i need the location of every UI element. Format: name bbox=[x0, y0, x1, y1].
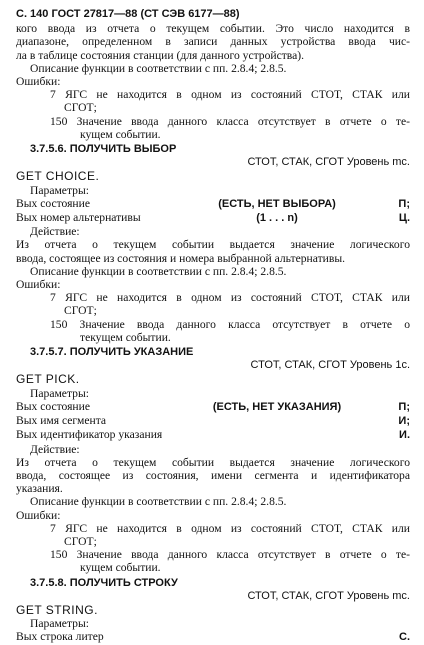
section-level-get-choice: СТОТ, СТАК, СГОТ Уровень mc. bbox=[247, 156, 410, 169]
param-name: Вых состояние bbox=[16, 399, 90, 413]
action-line-1: Из отчета о текущем событии выдается значение логического bbox=[16, 455, 410, 469]
param-type: И. bbox=[399, 429, 410, 442]
param-type: И; bbox=[398, 415, 410, 428]
standard-number: ГОСТ 27817—88 (СТ СЭВ 6177—88) bbox=[51, 8, 240, 20]
param-value: (ЕСТЬ, НЕТ ВЫБОРА) bbox=[218, 197, 336, 210]
error-150-line-2: текущем событии. bbox=[80, 330, 171, 344]
section-level-get-string: СТОТ, СТАК, СГОТ Уровень mc. bbox=[247, 589, 410, 602]
params-label: Параметры: bbox=[30, 617, 89, 631]
command-get-pick: GET PICK. bbox=[16, 372, 80, 387]
action-line-3: указания. bbox=[16, 482, 63, 496]
param-row bbox=[16, 428, 410, 442]
errors-label: Ошибки: bbox=[16, 508, 61, 522]
param-type: П; bbox=[398, 400, 410, 413]
param-row bbox=[16, 630, 410, 644]
error-7-line-2: СГОТ; bbox=[64, 304, 97, 318]
param-type: П; bbox=[398, 197, 410, 210]
error-150 bbox=[16, 318, 410, 344]
param-row bbox=[16, 197, 410, 211]
param-type: С. bbox=[399, 631, 410, 644]
intro-line-1: кого ввода из отчета о текущем событии. Это число находится в bbox=[16, 22, 410, 36]
error-7 bbox=[16, 88, 410, 114]
params-label: Параметры: bbox=[30, 183, 89, 197]
section-level-get-pick: СТОТ, СТАК, СГОТ Уровень 1с. bbox=[250, 359, 410, 372]
error-150-line-1: 150 Значение ввода данного класса отсутствует в отчете о те- bbox=[50, 114, 410, 128]
error-7-line-1: 7 ЯГС не находится в одном из состояний СТОТ, СТАК или bbox=[50, 291, 410, 305]
page-header bbox=[16, 8, 410, 21]
action-label: Действие: bbox=[30, 225, 80, 239]
param-name: Вых имя сегмента bbox=[16, 414, 107, 428]
page-number: С. 140 bbox=[16, 8, 49, 20]
section-heading-get-choice: 3.7.5.6. ПОЛУЧИТЬ ВЫБОР bbox=[30, 143, 177, 156]
action-label: Действие: bbox=[30, 442, 80, 456]
param-name: Вых номер альтернативы bbox=[16, 211, 141, 225]
param-value: (ЕСТЬ, НЕТ УКАЗАНИЯ) bbox=[212, 400, 342, 413]
param-value: (1 . . . n) bbox=[256, 212, 298, 225]
command-get-choice: GET CHOICE. bbox=[16, 169, 100, 184]
error-150-line-1: 150 Значение ввода данного класса отсутствует в отчете о bbox=[50, 317, 410, 331]
intro-line-3: ла в таблице состояния станции (для данного устройства). bbox=[16, 48, 305, 62]
errors-label: Ошибки: bbox=[16, 278, 61, 292]
section-heading-get-string: 3.7.5.8. ПОЛУЧИТЬ СТРОКУ bbox=[30, 576, 178, 589]
params-label: Параметры: bbox=[30, 386, 89, 400]
param-name: Вых идентификатор указания bbox=[16, 428, 163, 442]
action-line-2: ввода, состоящее из состояния и номера выбранной альтернативы. bbox=[16, 251, 346, 265]
desc-ref: Описание функции в соответствии с пп. 2.8.4; 2.8.5. bbox=[30, 495, 287, 509]
error-150-line-2: кущем событии. bbox=[80, 561, 161, 575]
param-row bbox=[16, 211, 410, 225]
section-heading-get-pick: 3.7.5.7. ПОЛУЧИТЬ УКАЗАНИЕ bbox=[30, 346, 194, 359]
action-line-2: ввода, состоящее из состояния, имени сегмента и идентификатора bbox=[16, 468, 410, 482]
error-7 bbox=[16, 522, 410, 548]
errors-label: Ошибки: bbox=[16, 75, 61, 89]
error-7-line-2: СГОТ; bbox=[64, 101, 97, 115]
error-150-line-1: 150 Значение ввода данного класса отсутствует в отчете о те- bbox=[50, 548, 410, 562]
param-type: Ц. bbox=[398, 212, 410, 225]
command-get-string: GET STRING. bbox=[16, 602, 98, 617]
error-7-line-1: 7 ЯГС не находится в одном из состояний СТОТ, СТАК или bbox=[50, 88, 410, 102]
desc-ref: Описание функции в соответствии с пп. 2.8.4; 2.8.5. bbox=[30, 264, 287, 278]
error-7-line-2: СГОТ; bbox=[64, 534, 97, 548]
intro-line-2: диапазоне, определенном в записи данных устройства ввода чис- bbox=[16, 35, 410, 49]
param-row bbox=[16, 400, 410, 414]
action-line-1: Из отчета о текущем событии выдается значение логического bbox=[16, 238, 410, 252]
error-7 bbox=[16, 291, 410, 317]
param-name: Вых состояние bbox=[16, 196, 90, 210]
error-150 bbox=[16, 548, 410, 574]
error-7-line-1: 7 ЯГС не находится в одном из состояний СТОТ, СТАК или bbox=[50, 521, 410, 535]
desc-ref: Описание функции в соответствии с пп. 2.8.4; 2.8.5. bbox=[30, 61, 287, 75]
error-150-line-2: кущем событии. bbox=[80, 127, 161, 141]
param-row bbox=[16, 414, 410, 428]
error-150 bbox=[16, 115, 410, 141]
param-name: Вых строка литер bbox=[16, 630, 104, 644]
